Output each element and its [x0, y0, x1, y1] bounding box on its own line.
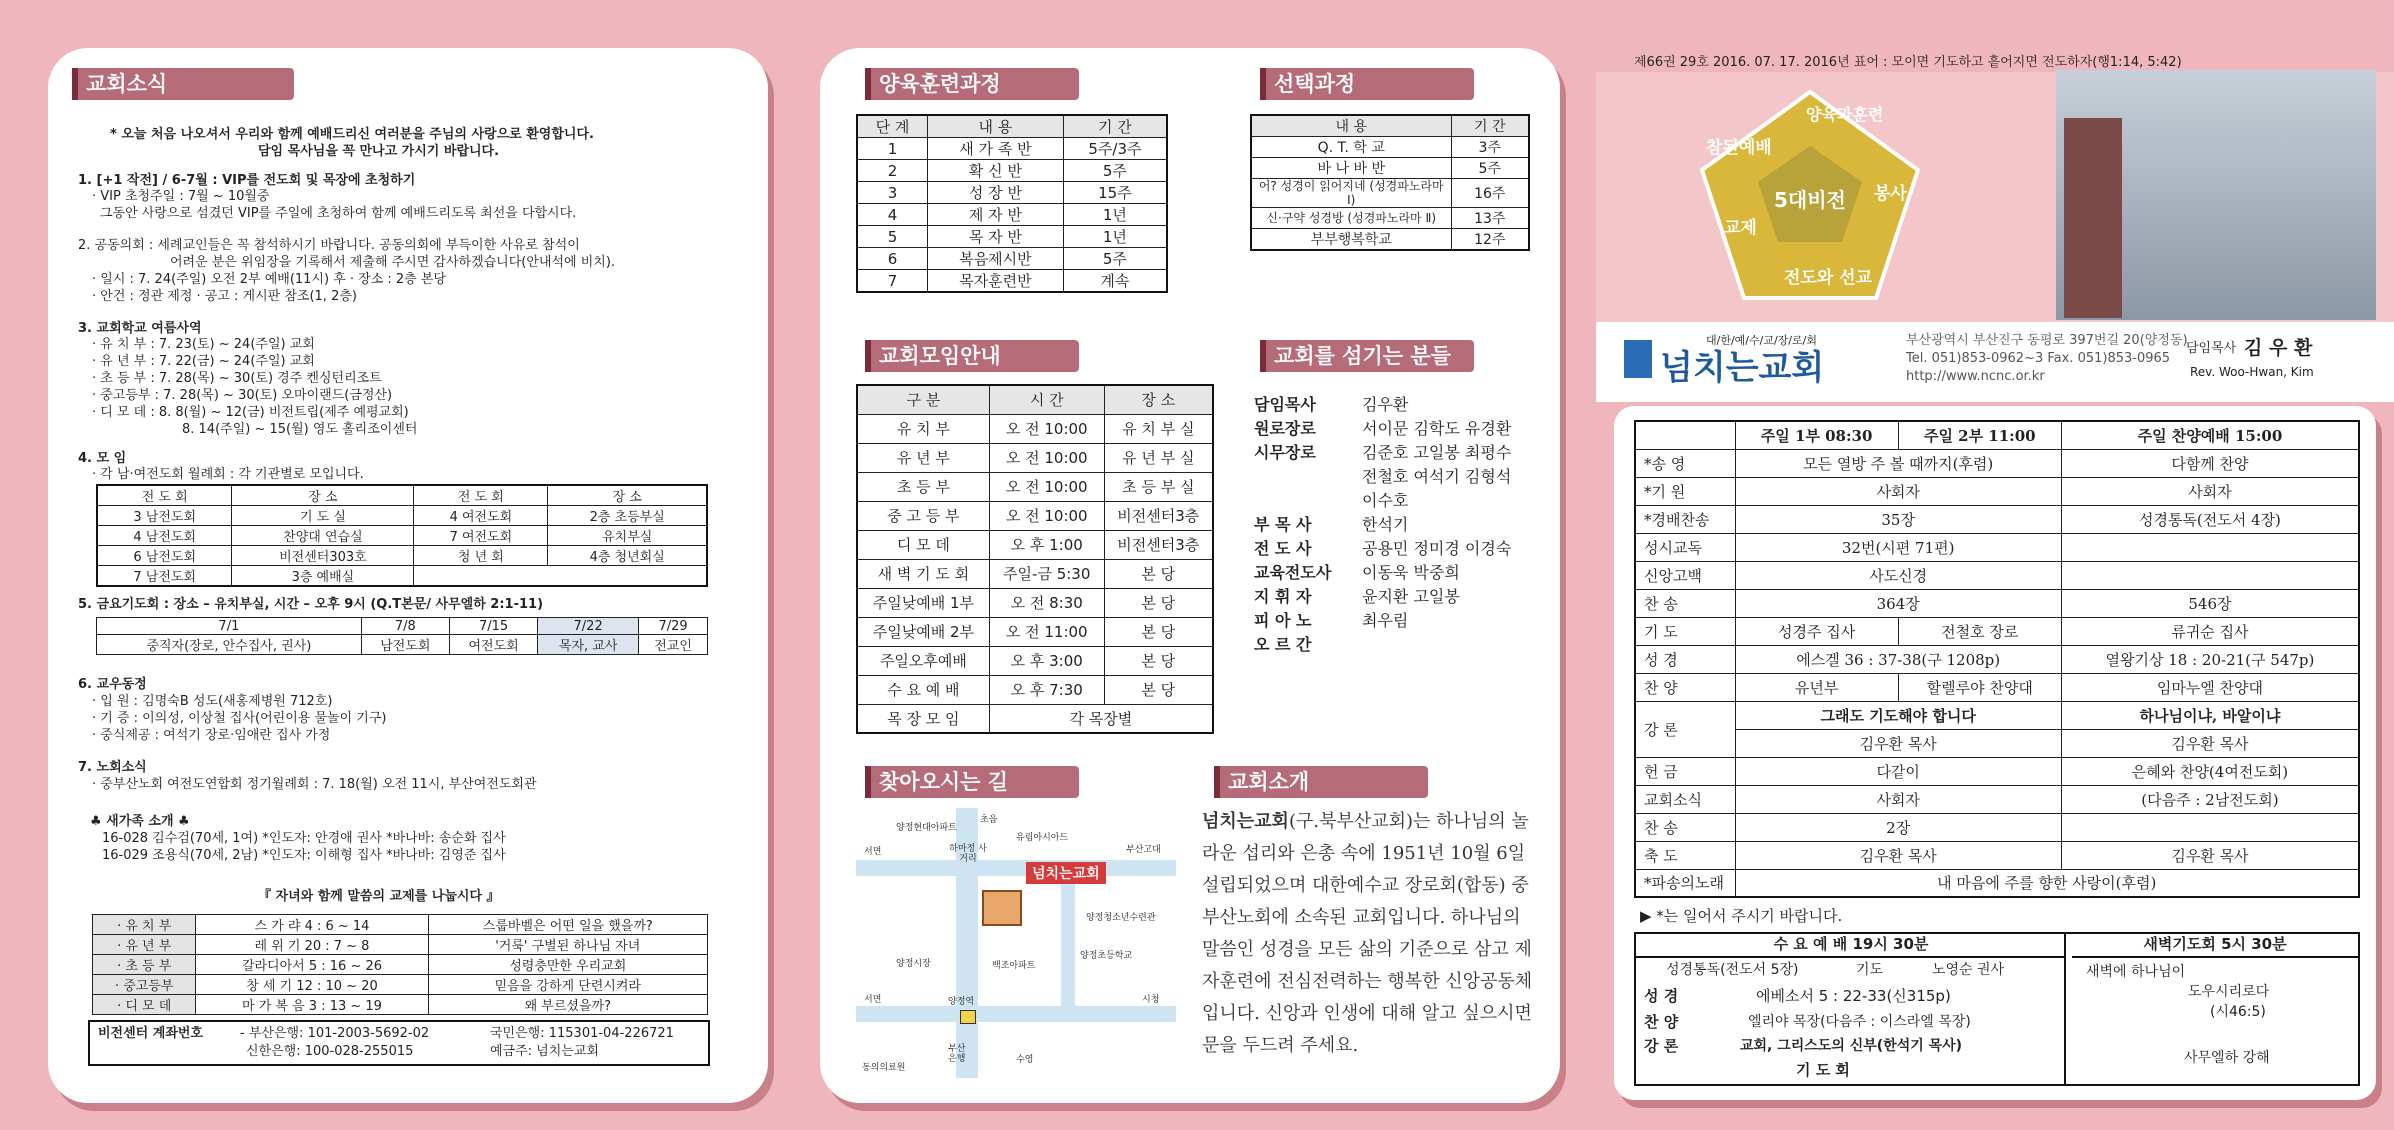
- news-item: 그동안 사랑으로 섬겼던 VIP를 주일에 초청하여 함께 예배드리도록 최선을 다합시다.: [100, 206, 577, 221]
- meetings-table: 전 도 회 장 소 전 도 회 장 소 3 남전도회 기 도 실 4 여전도회 2층 초등부실 4 남전도회 찬양대 연습실 7 여전도회 유치부실 6 남전도회 비전센터303호 청 년 회 4층 청년회실 7 남전도회 3층 예배실: [96, 484, 708, 587]
- vision-item: 참된예배: [1706, 138, 1772, 158]
- church-news-title: 교회소식: [72, 68, 294, 100]
- news-item: · 중식제공 : 여석기 장로·임애란 집사 가정: [92, 728, 331, 743]
- servants-title: 교회를 섬기는 분들: [1260, 340, 1474, 372]
- news-item: · 중고등부 : 7. 28(목) ~ 30(토) 오마이랜드(금정산): [92, 388, 393, 403]
- vision-item: 교제: [1724, 218, 1757, 238]
- directions-title: 찾아오시는 길: [865, 766, 1079, 798]
- elective-title: 선택과정: [1260, 68, 1474, 100]
- new-family-title: ♣ 새가족 소개 ♣: [90, 814, 190, 829]
- panel-programs: [798, 0, 1596, 1130]
- news-item: 어려운 분은 위임장을 기록해서 제출해 주시면 감사하겠습니다(안내석에 비치).: [170, 255, 616, 270]
- meeting-guide-table: 구 분 시 간 장 소 유 치 부 오 전 10:00 유 치 부 실 유 년 부 오 전 10:00 유 년 부 실 초 등 부 오 전 10:00 초 등 부 실 중 고 등 부 오 전 10:00 비전센터3층 디 모 데 오 후 1:00 비전센터3층 새 벽 기 도 회 주일-금 5:30 본 당 주일낮예배 1부 오 전 8:30 본 당 주일낮예배 2부 오 전 11:00 본 당 주일오후예배 오 후 3:00 본 당 수 요 예 배 오 후 7:30 본 당 목 장 모 임 각 목장별: [856, 384, 1214, 734]
- vision-item: 양육과훈련: [1806, 105, 1884, 124]
- panel-cover: [1596, 0, 2394, 1130]
- news-item: 6. 교우동정: [78, 677, 147, 692]
- dawn-prayer-title: 새벽기도회 5시 30분: [2072, 936, 2358, 958]
- vision-item: 전도와 선교: [1784, 268, 1873, 288]
- training-table: 단 계 내 용 기 간 1 새 가 족 반 5주/3주 2 확 신 반 5주 3 성 장 반 15주 4 제 자 반 1년 5 목 자 반 1년 6 복음제시반 5주 7 목자훈련반 계속: [856, 114, 1168, 293]
- new-family-row: 16-028 김수검(70세, 1여) *인도자: 안경애 권사 *바나바: 송순화 집사: [102, 831, 506, 846]
- new-family-row: 16-029 조용식(70세, 2남) *인도자: 이해형 집사 *바나바: 김영준 집사: [102, 848, 506, 863]
- worship-table: 주일 1부 08:30 주일 2부 11:00 주일 찬양예배 15:00 *송 영 모든 열방 주 볼 때까지(후렴) 다함께 찬양 *기 원 사회자 사회자 *경배찬송 35장 성경통독(전도서 4장) 성시교독 32번(시편 71편) 신앙고백 사도신경 찬 송 364장 546장 기 도 성경주 집사 전철호 장로 류귀순 집사 성 경 에스겔 36 : 37-38(구 1208p) 열왕기상 18 : 20-21(구 547p) 찬 양 유년부 할렐루야 찬양대 임마누엘 찬양대 강 론 그래도 기도해야 합니다 하나님이냐, 바알이냐 김우환 목사 김우환 목사 헌 금 다같이 은혜와 찬양(4여전도회) 교회소식 사회자 (다음주 : 2남전도회) 찬 송 2장 축 도 김우환 목사 김우환 목사 *파송의노래 내 마음에 주를 향한 사랑이(후렴): [1634, 420, 2360, 898]
- welcome-line: * 오늘 처음 나오셔서 우리와 함께 예배드리신 여러분을 주님의 사랑으로 환영합니다.: [110, 127, 594, 142]
- news-item: · 유 년 부 : 7. 22(금) ~ 24(주일) 교회: [92, 354, 315, 369]
- address: 부산광역시 부산진구 동평로 397번길 20(양정동): [1906, 333, 2188, 348]
- website[interactable]: http://www.ncnc.or.kr: [1906, 369, 2045, 384]
- cross-logo: [1624, 340, 1652, 378]
- news-item: · VIP 초청주일 : 7월 ~ 10월중: [92, 189, 270, 204]
- meeting-guide-title: 교회모임안내: [865, 340, 1079, 372]
- training-title: 양육훈련과정: [865, 68, 1079, 100]
- church-map-label: 넘치는교회: [1026, 862, 1106, 884]
- panel-church-news: [0, 0, 798, 1130]
- church-name: 넘치는교회: [1660, 348, 1825, 388]
- issue-line: 제66권 29호 2016. 07. 17. 2016년 표어 : 모이면 기도하고 흩어지면 전도하자(행1:14, 5:42): [1634, 55, 2182, 70]
- pastor-en: Rev. Woo-Hwan, Kim: [2190, 365, 2314, 379]
- news-item: · 중부산노회 여전도연합회 정기월례회 : 7. 18(월) 오전 11시, 부산여전도회관: [92, 777, 537, 792]
- news-item: · 디 모 데 : 8. 8(월) ~ 12(금) 비전트립(제주 예평교회): [92, 405, 409, 420]
- vision-item: 봉사: [1874, 184, 1907, 204]
- church-icon: [982, 890, 1022, 926]
- welcome-line: 담임 목사님을 꼭 만나고 가시기 바랍니다.: [258, 144, 500, 159]
- intro-title: 교회소개: [1214, 766, 1428, 798]
- wednesday-box: 수 요 예 배 19시 30분 성경통독(전도서 5장) 기도 노영순 권사 성 경 에베소서 5 : 22-33(신315p) 찬 양 엘리야 목장(다음주 : 이스라엘 목장) 강 론 교회, 그리스도의 신부(한석기 목사) 기 도 회 새벽기도회 5시 30분 새벽에 하나님이 도우시리로다 (시46:5) 사무엘하 강해: [1634, 932, 2360, 1086]
- news-item: 3. 교회학교 여름사역: [78, 321, 202, 336]
- servants-list: 담임목사 김우환 원로장로 서이문 김학도 유경환 시무장로 김준호 고일봉 최평수 전철호 여석기 김형석 이수호 부 목 사 한석기 전 도 사 공용민 정미경 이경숙 교육전도사 이동욱 박중희 지 휘 자 윤지환 고일봉 피 아 노 최우림 오 르 간: [1254, 395, 1512, 654]
- pastor-label: 담임목사: [2186, 341, 2237, 356]
- pastor-name: 김 우 환: [2244, 337, 2313, 359]
- news-item: · 초 등 부 : 7. 28(목) ~ 30(토) 경주 켄싱턴리조트: [92, 371, 382, 386]
- intro-text: 넘치는교회(구.북부산교회)는 하나님의 놀라운 섭리와 은총 속에 1951년 10월 6일 설립되었으며 대한예수교 장로회(합동) 중부산노회에 소속된 교회입니다. 하나님의 말씀인 성경을 모든 삶의 기준으로 삼고 제자훈련에 전심전력하는 행복한 신앙공동체입니다. 신앙과 인생에 대해 알고 싶으시면 문을 두드려 주세요.: [1202, 811, 1533, 1056]
- friday-prayer: 5. 금요기도회 : 장소 – 유치부실, 시간 – 오후 9시 (Q.T본문/ 사무엘하 2:1-11): [78, 597, 544, 612]
- news-item: · 각 남·여전도회 월례회 : 각 기관별로 모입니다.: [92, 467, 364, 482]
- news-item: · 안건 : 정관 제정 · 공고 : 게시판 참조(1, 2층): [92, 289, 357, 304]
- elective-table: 내 용 기 간 Q. T. 학 교 3주 바 나 바 반 5주 어? 성경이 읽어지네 (성경파노라마 Ⅰ) 16주 신·구약 성경방 (성경파노라마 Ⅱ) 13주 부부행복학교 12주: [1250, 114, 1530, 251]
- news-item: · 일시 : 7. 24(주일) 오전 2부 예배(11시) 후 · 장소 : 2층 본당: [92, 272, 446, 287]
- standing-note: ▶ *는 일어서 주시기 바랍니다.: [1640, 907, 1843, 925]
- friday-table: 7/1 7/8 7/15 7/22 7/29 중직자(장로, 안수집사, 권사) 남전도회 여전도회 목자, 교사 전교인: [96, 617, 708, 655]
- vision-center: 5대비전: [1774, 188, 1846, 212]
- news-item: · 입 원 : 김명숙B 성도(새홍제병원 712호): [92, 694, 333, 709]
- church-info-bar: [1596, 322, 2394, 402]
- news-item: 1. [+1 작전] / 6-7월 : VIP를 전도회 및 목장에 초청하기: [78, 173, 416, 188]
- news-item: · 기 증 : 이의성, 이상철 집사(어린이용 물놀이 기구): [92, 711, 387, 726]
- news-item: · 유 치 부 : 7. 23(토) ~ 24(주일) 교회: [92, 337, 315, 352]
- subway-icon: [960, 1010, 976, 1024]
- tel: Tel. 051)853-0962~3 Fax. 051)853-0965: [1906, 351, 2171, 366]
- share-title: 『 자녀와 함께 말씀의 교제를 나눕시다 』: [258, 889, 500, 904]
- share-table: · 유 치 부 스 가 랴 4 : 6 ~ 14 스룹바벨은 어떤 일을 했을까? · 유 년 부 레 위 기 20 : 7 ~ 8 '거룩' 구별된 하나님 자녀 · 초 등 부 갈라디아서 5 : 16 ~ 26 성령충만한 우리교회 · 중고등부 창 세 기 12 : 10 ~ 20 믿음을 강하게 단련시켜라 · 디 모 데 마 가 복 음 3 : 13 ~ 19 왜 부르셨을까?: [92, 914, 708, 1015]
- news-item: 7. 노회소식: [78, 760, 147, 775]
- news-item: 8. 14(주일) ~ 15(월) 영도 홀리조이센터: [182, 422, 418, 437]
- news-item: 2. 공동의회 : 세례교인들은 꼭 참석하시기 바랍니다. 공동의회에 부득이한 사유로 참석이: [78, 238, 580, 253]
- news-item: 4. 모 임: [78, 451, 127, 466]
- account-box: 비전센터 계좌번호 - 부산은행: 101-2003-5692-02 국민은행: 115301-04-226721 신한은행: 100-028-255015 예금주: 넘치는교회: [88, 1020, 710, 1066]
- directions-map: 넘치는교회 양정현대아파트 초읍 하마정 사거리 유림아시아드 부산고대 서면 양정청소년수련관 양정시장 백조아파트 양정초등학교 서면 양정역 시청 동의의료원 부산 은행 수영: [856, 808, 1176, 1078]
- denomination: 대/한/예/수/교/장/로/회: [1706, 334, 1817, 347]
